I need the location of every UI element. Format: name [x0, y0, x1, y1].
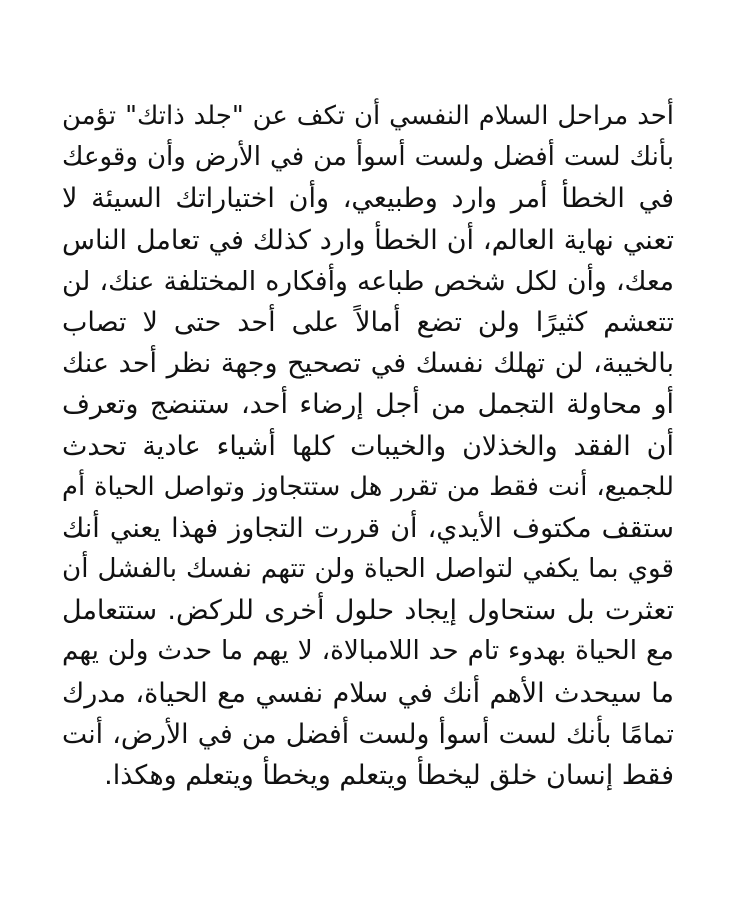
text-line: معك، وأن لكل شخص طباعه وأفكاره المختلفة عنك، لن — [62, 265, 674, 297]
text-line: تتعشم كثيرًا ولن تضع أمالاً على أحد حتى لا تصاب — [62, 306, 674, 338]
text-line: تعني نهاية العالم، أن الخطأ وارد كذلك في تعامل الناس — [62, 224, 674, 256]
text-line: بالخيبة، لن تهلك نفسك في تصحيح وجهة نظر أحد عنك — [62, 348, 674, 380]
text-line: أحد مراحل السلام النفسي أن تكف عن "جلد ذاتك" تؤمن — [62, 101, 674, 131]
text-line: بأنك لست أفضل ولست أسوأ من في الأرض وأن وقوعك — [62, 142, 674, 173]
text-line: في الخطأ أمر وارد وطبيعي، وأن اختياراتك السيئة لا — [62, 183, 674, 215]
text-line-last: فقط إنسان خلق ليخطأ ويتعلم ويخطأ ويتعلم وهكذا. — [104, 760, 674, 791]
text-line: قوي بما يكفي لتواصل الحياة ولن تتهم نفسك بالفشل أن — [62, 554, 674, 585]
arabic-paragraph — [62, 96, 674, 796]
text-line: أن الفقد والخذلان والخيبات كلها أشياء عادية تحدث — [62, 430, 674, 462]
text-line: أو محاولة التجمل من أجل إرضاء أحد، ستنضج وتعرف — [62, 389, 674, 421]
text-line: مع الحياة بهدوء تام حد اللامبالاة، لا يهم ما حدث ولن يهم — [62, 636, 674, 667]
text-line: ستقف مكتوف الأيدي، أن قررت التجاوز فهذا يعني أنك — [62, 512, 674, 544]
text-line: ما سيحدث الأهم أنك في سلام نفسي مع الحياة، مدرك — [62, 677, 674, 709]
text-line: للجميع، أنت فقط من تقرر هل ستتجاوز وتواصل الحياة أم — [62, 471, 674, 502]
text-line: تعثرت بل ستحاول إيجاد حلول أخرى للركض. ستتعامل — [62, 595, 674, 627]
text-line: تمامًا بأنك لست أسوأ ولست أفضل من في الأرض، أنت — [62, 718, 674, 750]
